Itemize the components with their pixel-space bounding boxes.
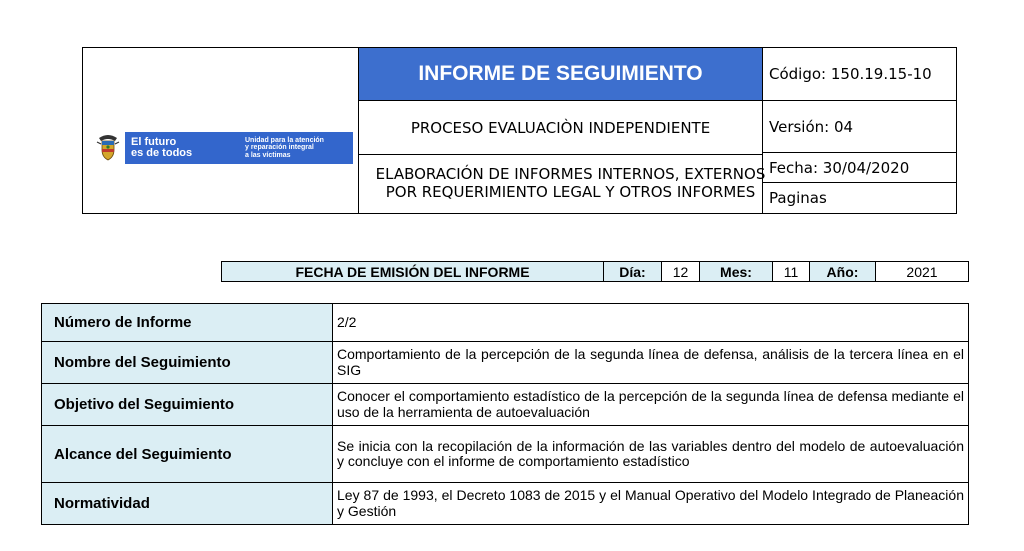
- document-pages: Paginas: [769, 189, 827, 207]
- row-value: Comportamiento de la percepción de la segunda línea de defensa, análisis de la tercera línea en el SIG: [337, 346, 964, 378]
- document-version: Versión: 04: [763, 100, 956, 153]
- document-date: Fecha: 30/04/2020: [763, 153, 956, 183]
- slogan: [125, 132, 241, 164]
- coat-of-arms-icon: [93, 132, 123, 162]
- day-value: 12: [661, 261, 700, 282]
- row-label: Normatividad: [42, 483, 333, 524]
- table-row: [42, 383, 968, 425]
- row-label: Alcance del Seguimiento: [42, 426, 333, 482]
- header-middle: [359, 48, 766, 213]
- report-info-table: [41, 303, 969, 525]
- month-label: Mes:: [699, 261, 773, 282]
- month-value: 11: [772, 261, 810, 282]
- row-value: Ley 87 de 1993, el Decreto 1083 de 2015 y el Manual Operativo del Modelo Integrado de Planeación y Gestión: [337, 487, 964, 519]
- process-name: PROCESO EVALUACIÒN INDEPENDIENTE: [359, 100, 762, 155]
- unit-line-2: y reparación integral: [245, 144, 314, 152]
- unit-name: [241, 132, 353, 164]
- slogan-line-2: es de todos: [131, 147, 193, 159]
- table-row: [42, 341, 968, 383]
- unit-line-3: a las víctimas: [245, 151, 291, 159]
- row-value: Conocer el comportamiento estadístico de la percepción de la segunda línea de defensa mediante el uso de la herramienta de autoevaluación: [337, 388, 964, 420]
- year-value: 2021: [875, 261, 969, 282]
- year-label: Año:: [809, 261, 876, 282]
- row-value: 2/2: [337, 313, 357, 330]
- logo-cell: [83, 48, 359, 213]
- document-header: [82, 47, 957, 214]
- row-label: Nombre del Seguimiento: [42, 342, 333, 383]
- header-right: [763, 48, 956, 213]
- table-row: [42, 482, 968, 524]
- table-row: [42, 425, 968, 482]
- slogan-line-1: El futuro: [131, 136, 177, 148]
- subprocess-name: ELABORACIÓN DE INFORMES INTERNOS, EXTERNOS POR REQUERIMIENTO LEGAL Y OTROS INFORMES: [375, 165, 766, 201]
- emission-label: FECHA DE EMISIÓN DEL INFORME: [221, 261, 604, 282]
- row-label: Objetivo del Seguimiento: [42, 384, 333, 425]
- row-label: Número de Informe: [42, 304, 333, 341]
- table-row: [42, 304, 968, 341]
- day-label: Día:: [603, 261, 662, 282]
- document-title: INFORME DE SEGUIMIENTO: [359, 48, 762, 100]
- logo: [89, 132, 353, 164]
- row-value: Se inicia con la recopilación de la información de las variables dentro del modelo de autoevaluación y concluye con el informe de comportamiento estadístico: [337, 437, 964, 469]
- unit-line-1: Unidad para la atención: [245, 136, 324, 144]
- document-code: Código: 150.19.15-10: [769, 65, 932, 83]
